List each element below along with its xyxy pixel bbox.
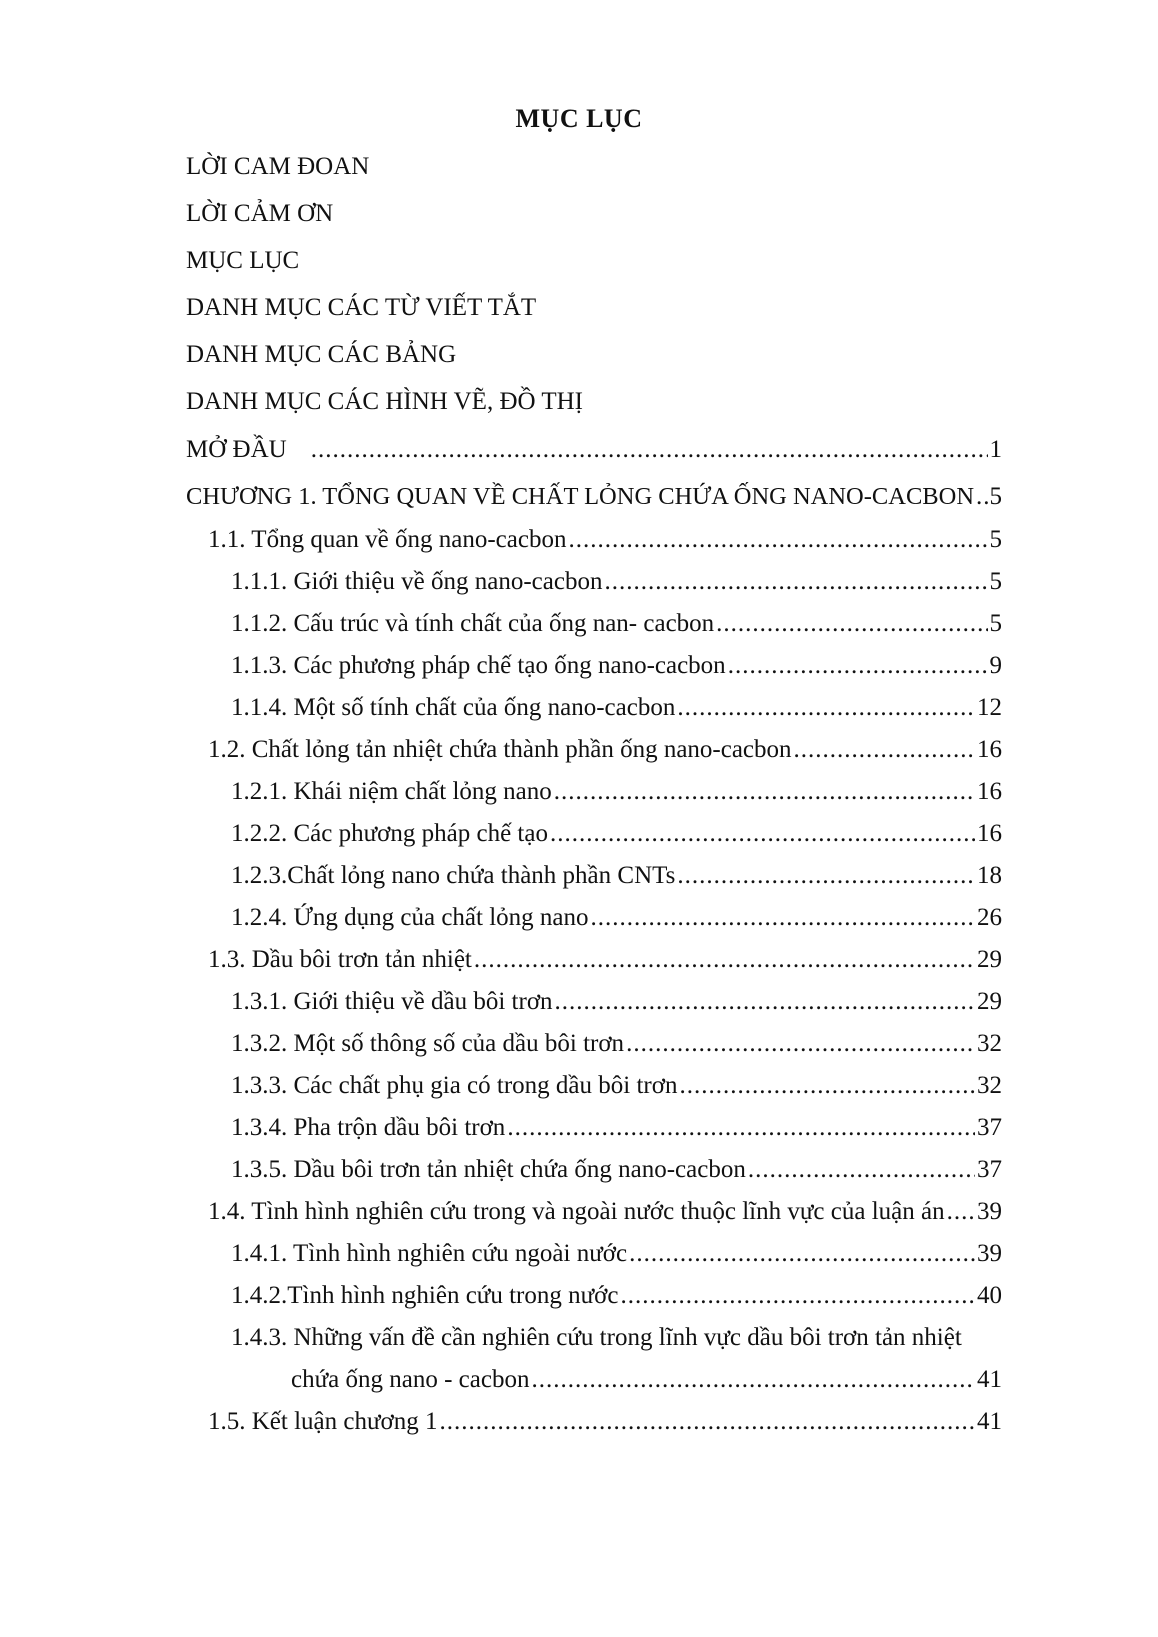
toc-dot-leader [629,1238,975,1270]
toc-entry-page: 16 [977,736,1002,763]
toc-entry-page: 5 [989,526,1002,553]
toc-dot-leader [507,1112,975,1144]
toc-entry[interactable] [186,151,369,183]
toc-entry-page: 29 [977,946,1002,973]
toc-entry[interactable] [186,292,536,324]
toc-entry[interactable] [231,1154,1002,1186]
toc-entry-label: 1.1.3. Các phương pháp chế tạo ống nano-cacbon [231,652,726,679]
toc-entry[interactable] [186,434,1002,466]
toc-entry-label: MỞ ĐẦU [186,436,287,463]
toc-entry-page: 1 [989,436,1002,463]
toc-entry-label: 1.1.1. Giới thiệu về ống nano-cacbon [231,568,603,595]
toc-entry-label: 1.1.4. Một số tính chất của ống nano-cacbon [231,694,676,721]
toc-entry[interactable] [231,818,1002,850]
toc-dot-leader [677,692,975,724]
toc-entry[interactable] [231,650,1002,682]
toc-entry-label: 1.4.2.Tình hình nghiên cứu trong nước [231,1282,619,1309]
toc-entry-page: 32 [977,1072,1002,1099]
toc-entry-label: 1.2.1. Khái niệm chất lỏng nano [231,778,552,805]
toc-entry-page: 16 [977,820,1002,847]
toc-entry-page: 41 [977,1366,1002,1393]
toc-entry[interactable] [231,860,1002,892]
toc-dot-leader [947,1196,975,1228]
toc-dot-leader [677,860,975,892]
toc-entry-page: 9 [989,652,1002,679]
toc-entry-label: 1.3.1. Giới thiệu về dầu bôi trơn [231,988,553,1015]
toc-entry-page: 5 [989,483,1002,510]
toc-entry[interactable] [186,198,333,230]
toc-entry-page: 32 [977,1030,1002,1057]
toc-dot-leader [976,481,987,513]
toc-heading: MỤC LỤC [515,104,643,133]
toc-entry[interactable] [208,1196,1002,1228]
toc-dot-leader [604,566,987,598]
toc-entry-label: LỜI CAM ĐOAN [186,153,370,180]
toc-dot-leader [440,1406,975,1438]
toc-entry[interactable] [291,1364,1002,1396]
toc-entry-label: chứa ống nano - cacbon [291,1366,530,1393]
toc-entry[interactable] [231,1280,1002,1312]
toc-dot-leader [474,944,975,976]
toc-entry-page: 16 [977,778,1002,805]
toc-dot-leader [568,524,987,556]
toc-entry-label: 1.3.2. Một số thông số của dầu bôi trơn [231,1030,625,1057]
toc-entry-page: 39 [977,1198,1002,1225]
toc-entry-label: 1.2. Chất lỏng tản nhiệt chứa thành phần ống nano-cacbon [208,736,792,763]
toc-entry-label: 1.1. Tổng quan về ống nano-cacbon [208,526,567,553]
toc-entry[interactable] [231,1112,1002,1144]
toc-entry-label: 1.2.4. Ứng dụng của chất lỏng nano [231,904,589,931]
toc-entry-label: 1.5. Kết luận chương 1 [208,1408,438,1435]
toc-entry[interactable] [208,944,1002,976]
toc-entry-page: 29 [977,988,1002,1015]
toc-entry-label: DANH MỤC CÁC BẢNG [186,341,457,368]
toc-entry-label: 1.3.3. Các chất phụ gia có trong dầu bôi trơn [231,1072,678,1099]
toc-entry[interactable] [231,566,1002,598]
toc-entry-label: 1.4.1. Tình hình nghiên cứu ngoài nước [231,1240,628,1267]
toc-dot-leader [531,1364,975,1396]
toc-entry[interactable] [231,608,1002,640]
toc-entry-label: 1.4. Tình hình nghiên cứu trong và ngoài nước thuộc lĩnh vực của luận án [208,1198,945,1225]
toc-dot-leader [626,1028,975,1060]
toc-entry[interactable] [186,386,583,418]
toc-entry-label: 1.3. Dầu bôi trơn tản nhiệt [208,946,472,973]
toc-entry-label: MỤC LỤC [186,247,300,274]
toc-entry[interactable] [231,902,1002,934]
toc-entry-page: 41 [977,1408,1002,1435]
toc-entry[interactable] [231,1070,1002,1102]
toc-dot-leader [728,650,988,682]
toc-dot-leader [311,434,988,466]
toc-entry-label: 1.3.5. Dầu bôi trơn tản nhiệt chứa ống nano-cacbon [231,1156,746,1183]
toc-entry-page: 5 [989,610,1002,637]
toc-entry-label: LỜI CẢM ƠN [186,200,334,227]
toc-dot-leader [555,986,975,1018]
toc-entry[interactable] [231,1238,1002,1270]
toc-dot-leader [794,734,975,766]
toc-entry-page: 37 [977,1114,1002,1141]
toc-dot-leader [554,776,975,808]
toc-entry[interactable] [231,1028,1002,1060]
toc-entry[interactable] [186,339,456,371]
toc-dot-leader [748,1154,975,1186]
toc-entry-page: 18 [977,862,1002,889]
toc-dot-leader [550,818,975,850]
toc-entry[interactable] [208,734,1002,766]
toc-entry-page: 40 [977,1282,1002,1309]
toc-entry-label: DANH MỤC CÁC HÌNH VẼ, ĐỒ THỊ [186,388,583,415]
toc-entry-label: CHƯƠNG 1. TỔNG QUAN VỀ CHẤT LỎNG CHỨA ỐNG NANO-CACBON [186,483,975,510]
toc-entry-page: 5 [989,568,1002,595]
toc-dot-leader [679,1070,975,1102]
toc-entry-label: 1.1.2. Cấu trúc và tính chất của ống nan- cacbon [231,610,715,637]
toc-entry-label: 1.3.4. Pha trộn dầu bôi trơn [231,1114,506,1141]
toc-entry-page: 39 [977,1240,1002,1267]
toc-entry[interactable] [231,986,1002,1018]
toc-entry-page: 12 [977,694,1002,721]
toc-entry[interactable] [208,1406,1002,1438]
toc-entry-page: 37 [977,1156,1002,1183]
toc-entry-label: DANH MỤC CÁC TỪ VIẾT TẮT [186,294,537,321]
toc-entry-page: 26 [977,904,1002,931]
toc-dot-leader [716,608,987,640]
toc-entry[interactable] [186,481,1002,513]
toc-entry[interactable] [208,524,1002,556]
toc-dot-leader [591,902,975,934]
toc-dot-leader [621,1280,976,1312]
toc-entry-wrapped-first-line[interactable]: 1.4.3. Những vấn đề cần nghiên cứu trong lĩnh vực dầu bôi trơn tản nhiệt [231,1324,962,1351]
toc-entry-label: 1.2.2. Các phương pháp chế tạo [231,820,548,847]
toc-entry[interactable] [186,245,299,277]
toc-entry-label: 1.2.3.Chất lỏng nano chứa thành phần CNTs [231,862,676,889]
toc-entry[interactable] [231,776,1002,808]
toc-entry[interactable] [231,692,1002,724]
